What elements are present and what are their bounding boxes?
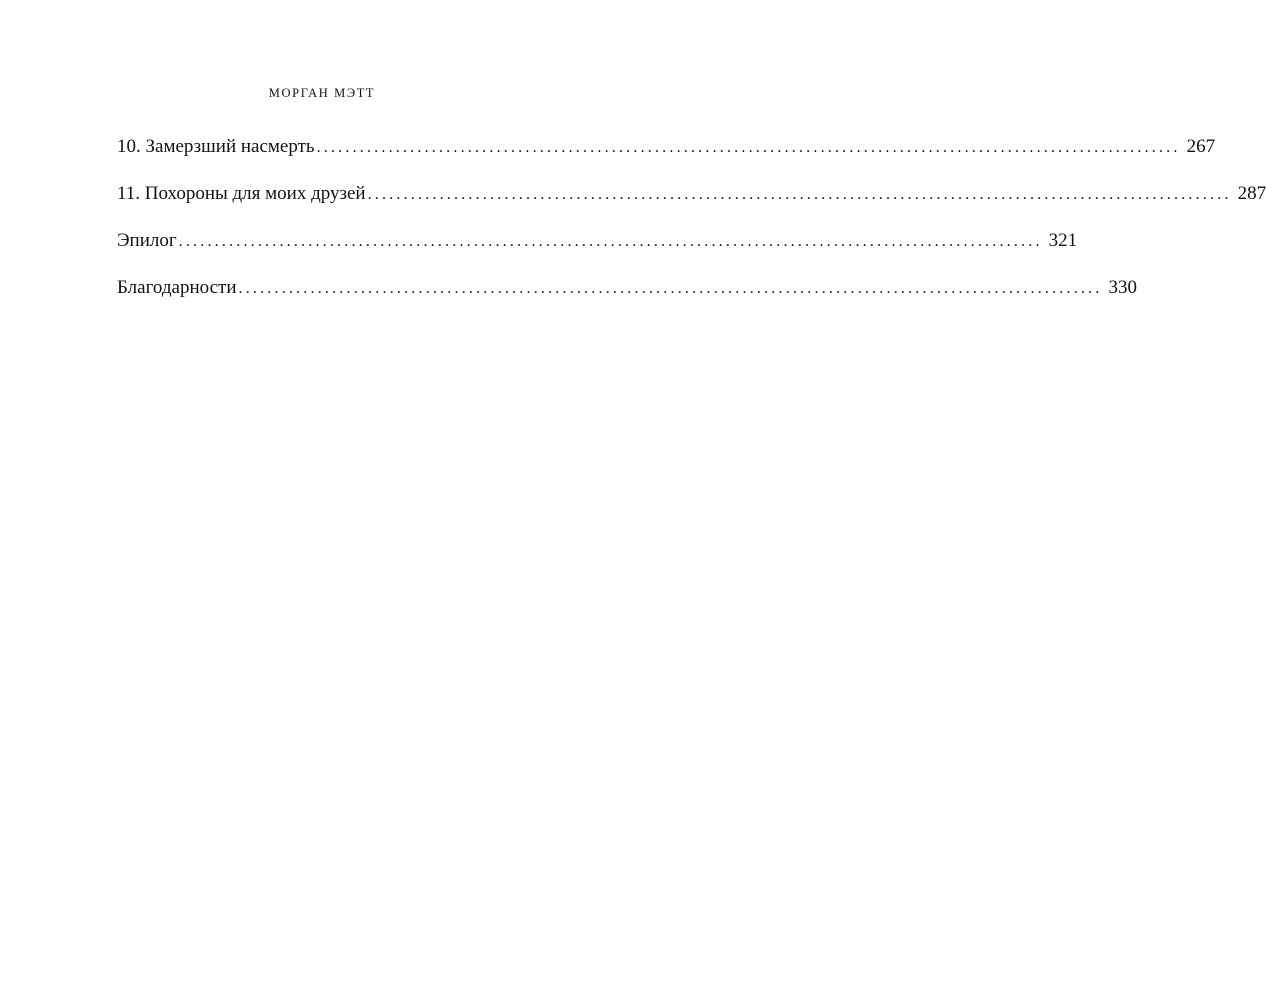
dot-leader: ........................................................................................................................	[238, 280, 1103, 297]
running-header-author: МОРГАН МЭТТ	[268, 86, 376, 100]
toc-entry	[117, 228, 1078, 275]
toc-entry-page: 330	[1108, 277, 1137, 298]
dot-leader: ........................................................................................................................	[178, 233, 1043, 250]
dot-leader: ........................................................................................................................	[367, 186, 1232, 203]
toc-entry	[117, 134, 1216, 181]
table-of-contents	[117, 134, 1266, 322]
toc-entry-title: 10. Замерзший насмерть	[117, 136, 315, 157]
toc-entry-page: 267	[1186, 136, 1216, 157]
toc-entry	[117, 275, 1137, 322]
toc-entry-title: 11. Похороны для моих друзей	[117, 183, 366, 204]
dot-leader: ........................................................................................................................	[316, 139, 1181, 156]
toc-entry-title: Эпилог	[117, 230, 177, 251]
toc-entry-page: 287	[1237, 183, 1266, 204]
toc-entry-title: Благодарности	[117, 277, 237, 298]
toc-entry	[117, 181, 1266, 228]
toc-entry-page: 321	[1048, 230, 1078, 251]
